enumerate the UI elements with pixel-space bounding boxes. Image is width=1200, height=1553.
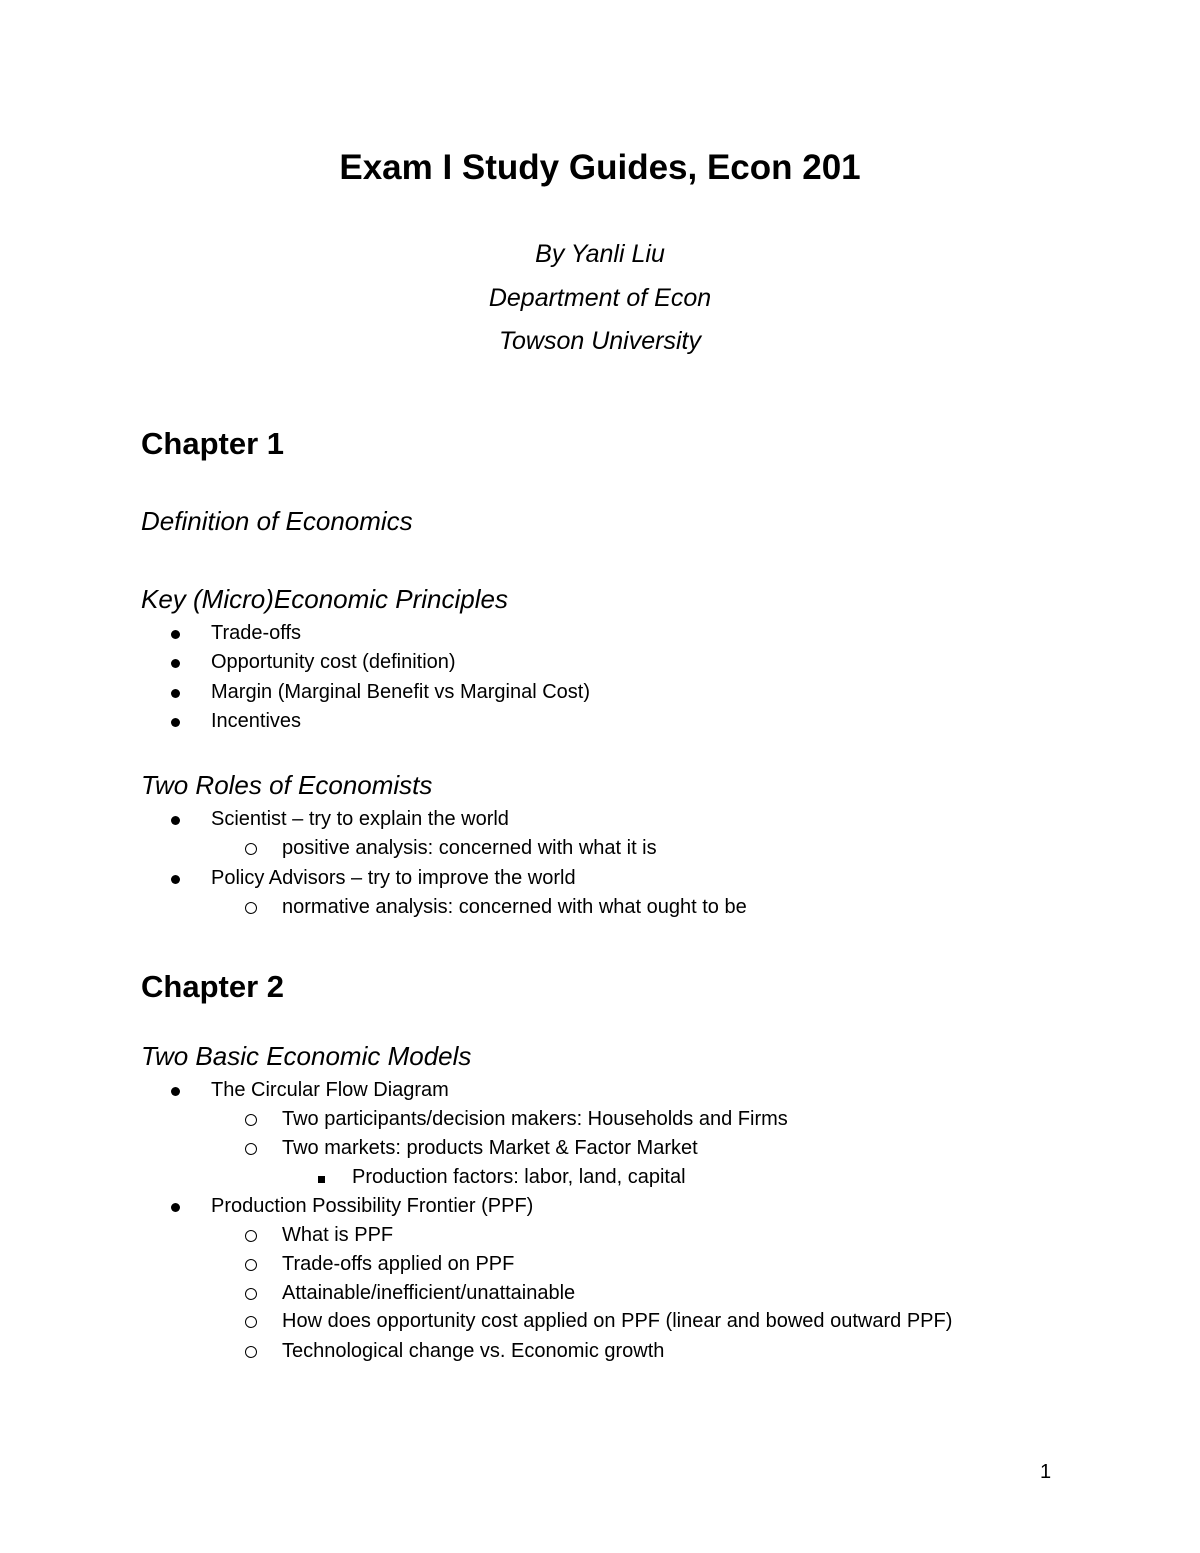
department-line: Department of Econ (488, 284, 712, 312)
page-number: 1 (1040, 1461, 1052, 1483)
bullet-icon (171, 1192, 180, 1220)
bullet-icon (171, 707, 180, 735)
sub-list-item: Two markets: products Market & Factor Market (282, 1137, 698, 1159)
circle-bullet-icon (245, 1105, 257, 1134)
bullet-icon (171, 864, 180, 892)
sub-list-item: Attainable/inefficient/unattainable (282, 1282, 576, 1304)
square-bullet-icon (318, 1163, 325, 1191)
list-item: The Circular Flow Diagram (211, 1079, 449, 1101)
sub-list-item: normative analysis: concerned with what ought to be (282, 896, 747, 918)
bullet-icon (171, 678, 180, 706)
list-item: Policy Advisors – try to improve the world (211, 867, 576, 889)
university-line: Towson University (499, 327, 701, 355)
chapter-1-heading: Chapter 1 (141, 426, 284, 461)
list-item: Scientist – try to explain the world (211, 808, 509, 830)
sub-list-item: How does opportunity cost applied on PPF (linear and bowed outward PPF) (282, 1310, 953, 1332)
author-line: By Yanli Liu (535, 240, 665, 268)
sub-list-item: Technological change vs. Economic growth (282, 1340, 665, 1362)
principles-heading: Key (Micro)Economic Principles (141, 584, 508, 614)
bullet-icon (171, 619, 180, 647)
bullet-icon (171, 1076, 180, 1104)
list-item: Opportunity cost (definition) (211, 651, 456, 673)
sub-list-item: Trade-offs applied on PPF (282, 1253, 515, 1275)
sub-sub-list-item: Production factors: labor, land, capital (352, 1166, 686, 1188)
circle-bullet-icon (245, 1250, 257, 1279)
bullet-icon (171, 805, 180, 833)
roles-heading: Two Roles of Economists (141, 770, 433, 800)
circle-bullet-icon (245, 834, 257, 863)
circle-bullet-icon (245, 1337, 257, 1366)
models-heading: Two Basic Economic Models (141, 1041, 472, 1071)
bullet-icon (171, 648, 180, 676)
circle-bullet-icon (245, 893, 257, 922)
list-item: Incentives (211, 710, 302, 732)
list-item: Trade-offs (211, 622, 302, 644)
circle-bullet-icon (245, 1279, 257, 1308)
circle-bullet-icon (245, 1134, 257, 1163)
sub-list-item: Two participants/decision makers: Households and Firms (282, 1108, 788, 1130)
list-item: Production Possibility Frontier (PPF) (211, 1195, 534, 1217)
circle-bullet-icon (245, 1307, 257, 1336)
document-title: Exam I Study Guides, Econ 201 (339, 148, 861, 187)
definition-heading: Definition of Economics (141, 506, 413, 536)
list-item: Margin (Marginal Benefit vs Marginal Cost) (211, 681, 591, 703)
chapter-2-heading: Chapter 2 (141, 969, 284, 1004)
sub-list-item: What is PPF (282, 1224, 394, 1246)
circle-bullet-icon (245, 1221, 257, 1250)
sub-list-item: positive analysis: concerned with what it is (282, 837, 657, 859)
